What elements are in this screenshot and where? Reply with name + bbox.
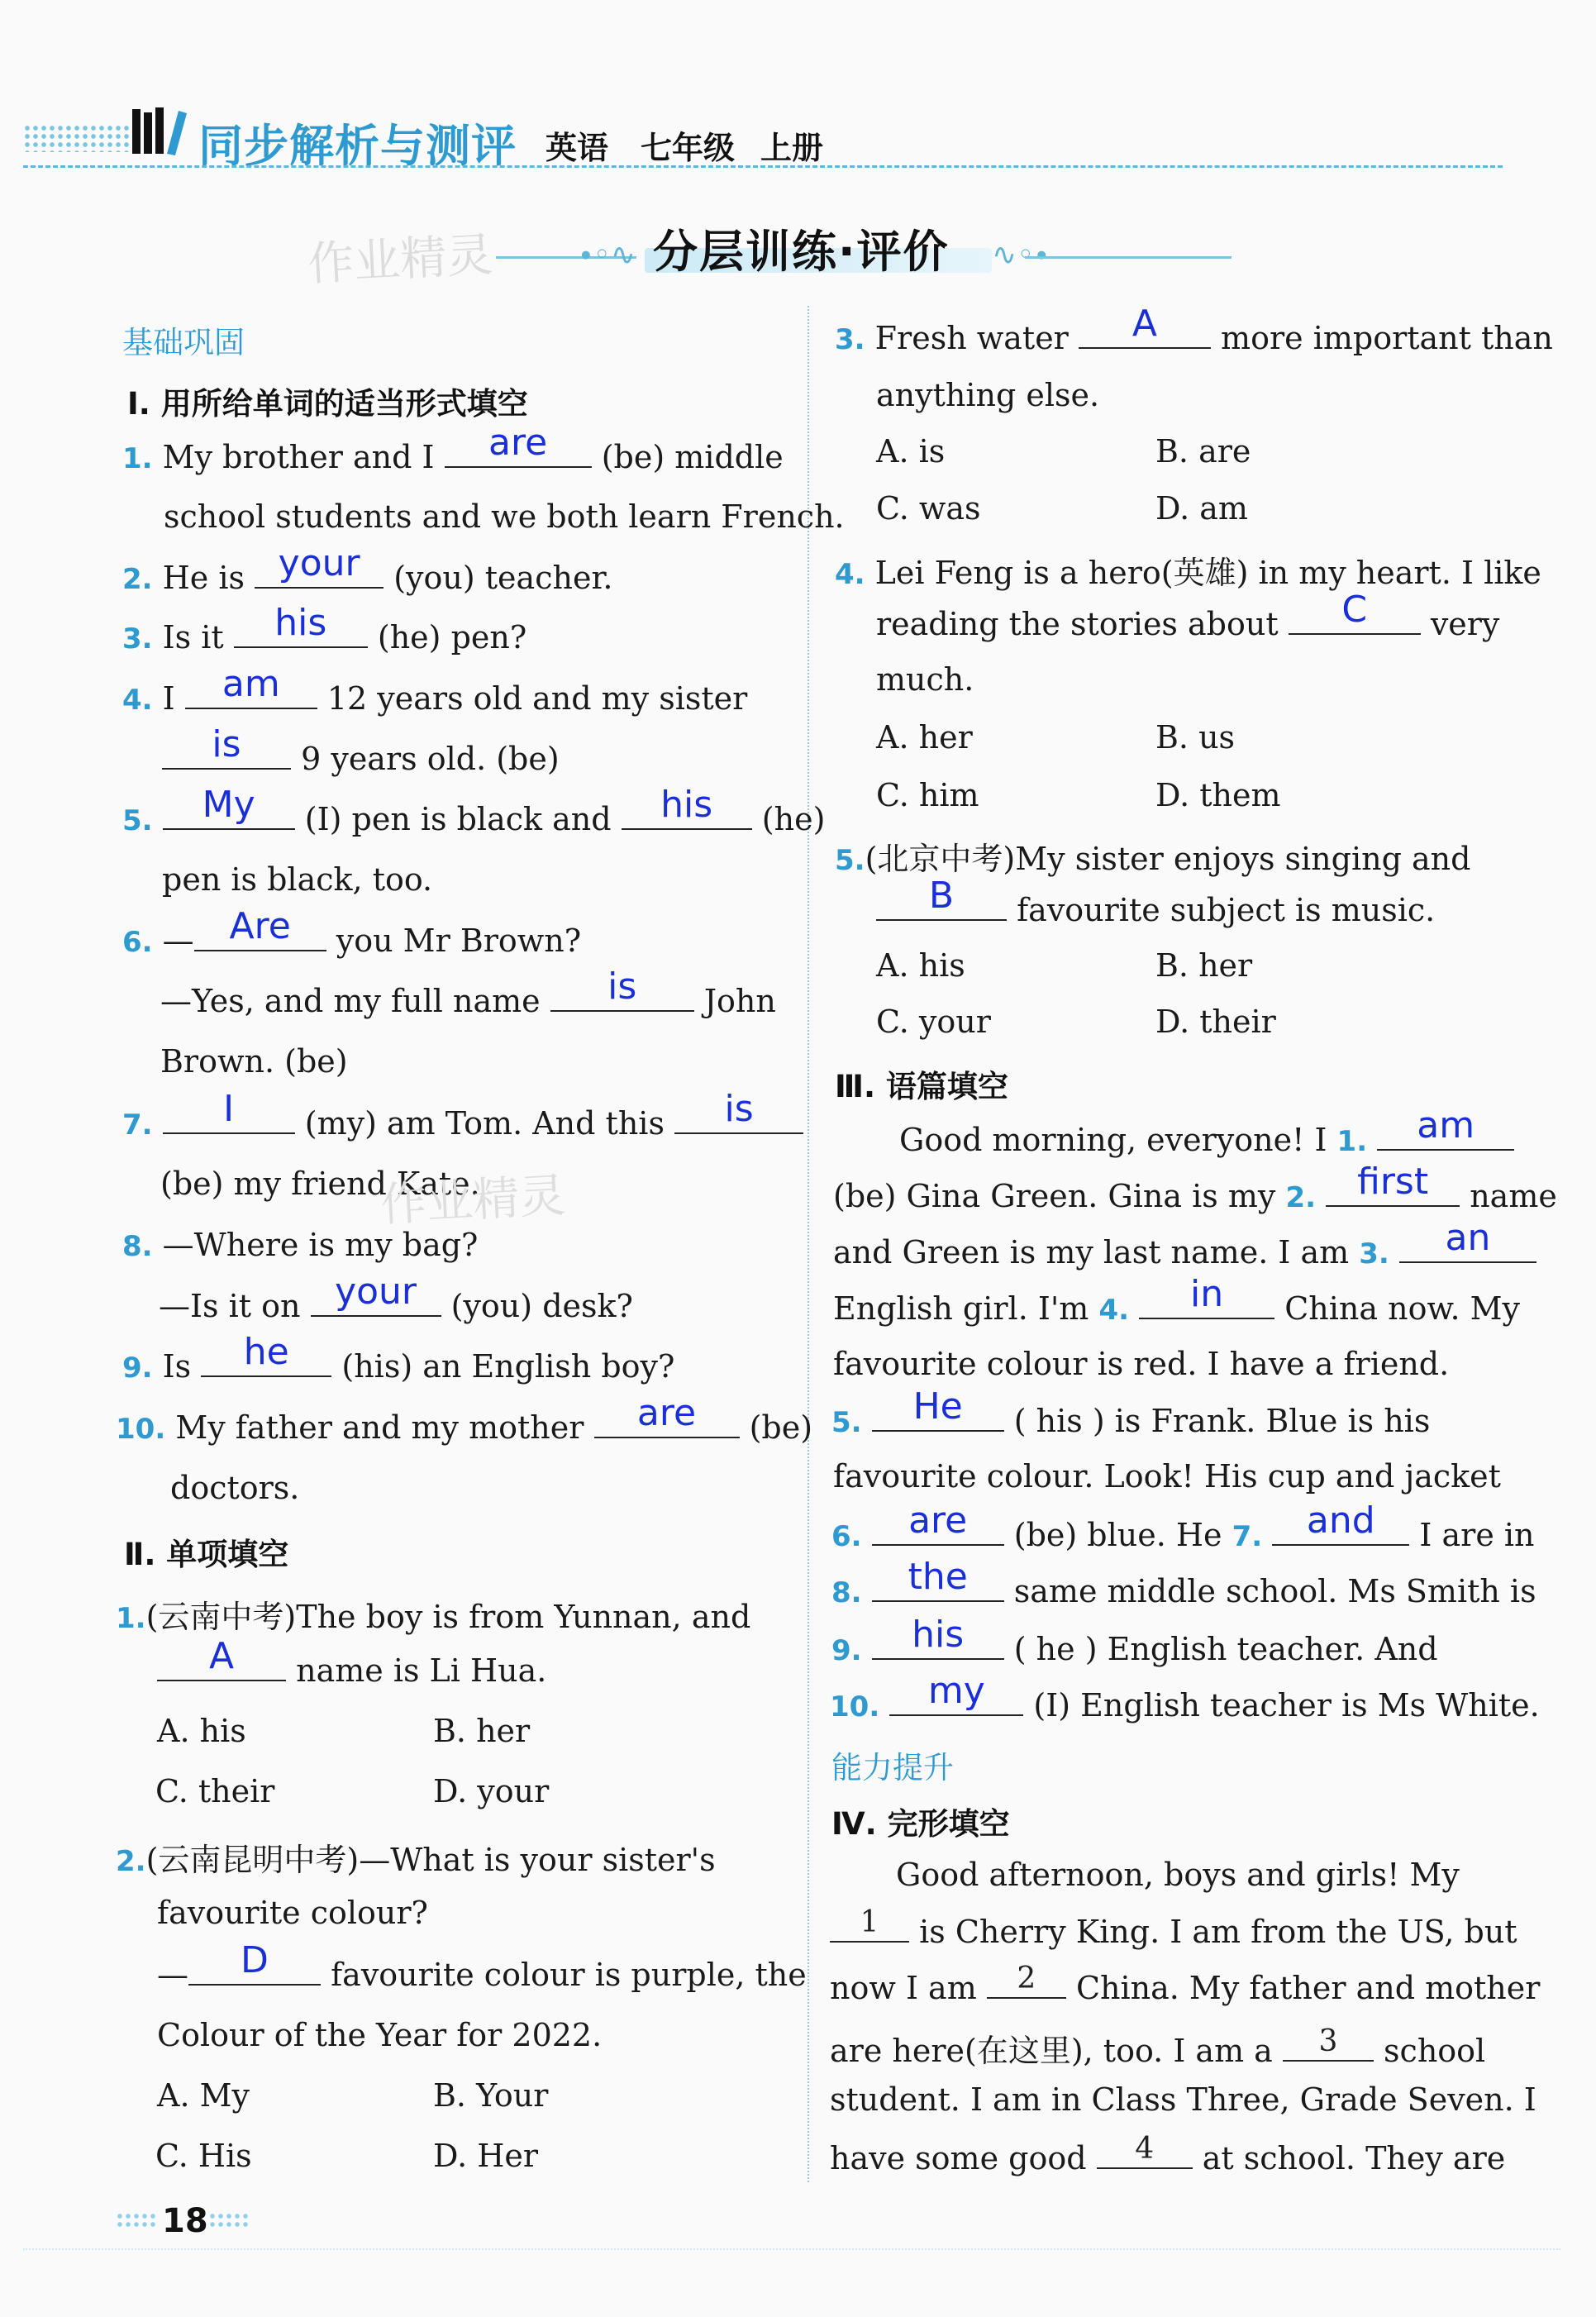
mc5-option-d[interactable]: D. their: [1155, 1004, 1276, 1040]
mc5-line1: [835, 833, 1470, 879]
mc3-option-a[interactable]: A. is: [876, 433, 946, 470]
passage-num-2: 2.: [1285, 1181, 1317, 1214]
mc2-option-a[interactable]: A. My: [157, 2077, 250, 2114]
mc5-text-b: favourite subject is music.: [1017, 892, 1436, 928]
mc2-text-e: Colour of the Year for 2022.: [157, 2017, 603, 2053]
passage-blank-4[interactable]: [1139, 1273, 1274, 1319]
passage-l6-text: ( his ) is Frank. Blue is his: [1013, 1403, 1431, 1439]
q8-line1: [122, 1227, 478, 1263]
mc5-option-b[interactable]: B. her: [1155, 947, 1253, 984]
passage-l1-text: Good morning, everyone! I: [899, 1122, 1327, 1158]
cloze-l6-text-b: at school. They are: [1202, 2140, 1506, 2176]
mc1-blank[interactable]: [157, 1635, 286, 1681]
q7-text-a: (my) am Tom. And this: [304, 1105, 665, 1142]
q4-text-a: I: [162, 680, 175, 717]
passage-answer-2: first: [1357, 1161, 1429, 1203]
q1-blank[interactable]: [445, 422, 592, 468]
q3-text-a: Is it: [162, 619, 224, 656]
cloze-line3: [830, 1962, 1541, 2006]
passage-num-5: 5.: [831, 1406, 862, 1439]
cloze-line1: Good afternoon, boys and girls! My: [896, 1857, 1460, 1893]
passage-num-9: 9.: [831, 1634, 862, 1667]
passage-l4-text-b: China now. My: [1284, 1290, 1521, 1327]
q2-text-b: (you) teacher.: [393, 560, 613, 596]
passage-line8: [831, 1499, 1535, 1553]
cloze-blank-2-number: 2: [1017, 1962, 1036, 1995]
q7-number: 7.: [122, 1108, 153, 1142]
mc2-blank[interactable]: [188, 1939, 321, 1986]
mc2-option-c[interactable]: C. His: [155, 2138, 252, 2174]
q2-blank[interactable]: [255, 542, 384, 589]
cloze-blank-4-number: 4: [1135, 2132, 1155, 2166]
mc5-text-a: My sister enjoys singing and: [1015, 841, 1471, 877]
q6-answer-2: is: [607, 965, 637, 1008]
q10-line1: [116, 1392, 813, 1446]
mc1-option-b[interactable]: B. her: [433, 1713, 531, 1749]
passage-num-10: 10.: [830, 1690, 880, 1723]
q5-answer-1: My: [202, 784, 255, 826]
q6-blank-2[interactable]: [550, 965, 694, 1012]
cloze-line6: [830, 2132, 1506, 2176]
mc5-answer: B: [928, 875, 955, 917]
passage-l11-text: (I) English teacher is Ms White.: [1033, 1687, 1540, 1723]
q8-text-b: —Is it on: [159, 1288, 301, 1324]
q10-number: 10.: [116, 1413, 166, 1446]
column-divider: [808, 306, 809, 2182]
passage-answer-4: in: [1190, 1273, 1224, 1315]
passage-answer-9: his: [912, 1614, 965, 1656]
q6-blank-1[interactable]: [194, 905, 326, 951]
mc3-option-d[interactable]: D. am: [1155, 490, 1248, 527]
passage-answer-7: and: [1306, 1499, 1375, 1542]
header-dot-pattern: [23, 124, 131, 152]
q10-text-c: doctors.: [170, 1470, 300, 1506]
q5-number: 5.: [122, 804, 153, 837]
mc4-text-c: very: [1430, 606, 1500, 642]
passage-l9-text: same middle school. Ms Smith is: [1013, 1573, 1536, 1609]
q1-line1: [122, 422, 784, 475]
mc5-option-a[interactable]: A. his: [876, 947, 965, 984]
cloze-l3-text: now I am: [830, 1970, 977, 2006]
q5-blank-1[interactable]: [163, 784, 295, 830]
q3-line: [122, 602, 527, 656]
passage-line4: [833, 1273, 1521, 1327]
q5-line1: [122, 784, 826, 837]
q9-answer: he: [243, 1331, 289, 1373]
q8-line2: [159, 1271, 633, 1324]
mc2-answer: D: [241, 1939, 269, 1981]
passage-answer-1: am: [1417, 1104, 1475, 1147]
mc2-line1: [116, 1834, 716, 1880]
swirl-right-icon: ∿◦∙: [992, 238, 1050, 272]
passage-blank-5[interactable]: [872, 1385, 1004, 1432]
mc2-dash: —: [157, 1957, 188, 1993]
volume-label: 上册: [760, 130, 824, 166]
q2-line: [122, 542, 613, 596]
page-number: 18: [162, 2202, 208, 2240]
q7-answer-2: is: [724, 1088, 754, 1130]
header-divider: [23, 165, 1503, 168]
q4-text-b: 12 years old and my sister: [326, 680, 748, 717]
mc2-text-a: —What is your sister's: [359, 1842, 716, 1878]
cloze-line4: [830, 2025, 1485, 2071]
passage-line5: favourite colour is red. I have a friend.: [833, 1346, 1450, 1382]
mc1-line1: [116, 1591, 750, 1637]
passage-blank-9[interactable]: [872, 1614, 1004, 1660]
q6-text-d: John: [703, 983, 776, 1019]
q3-text-b: (he) pen?: [377, 619, 527, 656]
q5-text-b: (he): [761, 801, 826, 837]
watermark-2: 作业精灵: [379, 1169, 567, 1232]
cloze-blank-4[interactable]: [1097, 2132, 1193, 2169]
q10-answer: are: [636, 1392, 697, 1434]
q2-answer: your: [278, 542, 360, 584]
q9-text-b: (his) an English boy?: [341, 1348, 675, 1385]
mc1-line2: [157, 1635, 547, 1689]
q7-answer-1: I: [223, 1088, 235, 1130]
mc5-number: 5.: [835, 844, 865, 877]
mc3-text-c: anything else.: [876, 377, 1100, 413]
mc4-text-d: much.: [876, 661, 974, 698]
mc1-source: (云南中考): [145, 1599, 297, 1635]
q6-line1: [122, 905, 582, 959]
q10-blank[interactable]: [594, 1392, 740, 1438]
banner-title: 分层训练·评价: [653, 226, 950, 278]
passage-l2-text-b: name: [1470, 1178, 1557, 1214]
passage-num-7: 7.: [1232, 1520, 1263, 1553]
cloze-l4-text: are here(在这里), too. I am a: [830, 2033, 1273, 2069]
passage-blank-7[interactable]: [1272, 1499, 1409, 1546]
passage-l4-text: English girl. I'm: [833, 1290, 1089, 1327]
passage-num-3: 3.: [1359, 1237, 1389, 1271]
passage-answer-5: He: [912, 1385, 963, 1428]
q1-number: 1.: [122, 442, 153, 475]
mc2-option-d[interactable]: D. Her: [433, 2138, 539, 2174]
mc1-option-a[interactable]: A. his: [157, 1713, 246, 1749]
passage-l3-text: and Green is my last name. I am: [833, 1234, 1350, 1271]
cloze-blank-3-number: 3: [1318, 2024, 1338, 2058]
q6-answer-1: Are: [229, 905, 291, 947]
mc1-text-b: name is Li Hua.: [296, 1652, 547, 1689]
q1-text-c: school students and we both learn French.: [164, 498, 845, 535]
q4-line2: [162, 723, 560, 777]
mc4-option-d[interactable]: D. them: [1155, 777, 1281, 813]
mc4-option-c[interactable]: C. him: [876, 777, 979, 813]
cloze-l6-text: have some good: [830, 2140, 1087, 2176]
passage-num-8: 8.: [831, 1576, 862, 1609]
mc5-blank[interactable]: [876, 875, 1007, 921]
part3-title: Ⅲ. 语篇填空: [835, 1069, 1008, 1104]
passage-line6: [831, 1385, 1431, 1439]
q1-answer: are: [488, 422, 548, 464]
mc1-text-a: The boy is from Yunnan, and: [296, 1599, 751, 1635]
q4-blank-2[interactable]: [162, 723, 291, 770]
mc5-line2: [876, 875, 1436, 928]
q9-line: [122, 1331, 675, 1385]
passage-line10: [831, 1614, 1438, 1667]
part4-title: Ⅳ. 完形填空: [831, 1806, 1010, 1842]
mc4-option-a[interactable]: A. her: [876, 719, 973, 756]
q5-blank-2[interactable]: [622, 784, 752, 830]
q6-text-b: you Mr Brown?: [336, 923, 582, 959]
cloze-blank-1-number: 1: [860, 1905, 879, 1939]
footer-rule: [23, 2248, 1560, 2250]
swirl-left-icon: ∙◦∿: [579, 238, 636, 272]
mc1-answer: A: [208, 1635, 235, 1677]
q4-answer-2: is: [212, 723, 241, 765]
q9-text-a: Is: [162, 1348, 192, 1385]
mc4-text-a: Lei Feng is a hero(英雄) in my heart. I like: [874, 555, 1541, 591]
q4-line1: [122, 663, 748, 717]
mc1-number: 1.: [116, 1602, 146, 1635]
mc3-option-b[interactable]: B. are: [1155, 433, 1251, 470]
section-advanced: 能力提升: [831, 1750, 954, 1785]
cloze-line2: [830, 1905, 1517, 1950]
mc5-source: (北京中考): [865, 841, 1016, 877]
q7-blank-2[interactable]: [674, 1088, 803, 1134]
q2-text-a: He is: [162, 560, 245, 596]
q8-answer: your: [335, 1271, 417, 1313]
mc4-text-b: reading the stories about: [876, 606, 1279, 642]
q5-answer-2: his: [660, 784, 713, 826]
passage-answer-6: are: [908, 1499, 968, 1542]
cloze-blank-3[interactable]: [1283, 2024, 1374, 2062]
q6-text-c: —Yes, and my full name: [160, 983, 541, 1019]
q5-text-c: pen is black, too.: [162, 861, 433, 898]
mc3-answer: A: [1131, 303, 1157, 345]
q6-text-e: Brown. (be): [160, 1043, 348, 1080]
mc4-line2: [876, 589, 1500, 642]
passage-blank-6[interactable]: [872, 1499, 1004, 1546]
passage-l8-text-b: I are in: [1419, 1517, 1535, 1553]
books-logo-icon: [131, 106, 188, 157]
q8-text-a: —Where is my bag?: [162, 1227, 479, 1263]
section-basic: 基础巩固: [122, 325, 245, 360]
mc3-text-b: more important than: [1221, 320, 1553, 356]
q10-text-a: My father and my mother: [175, 1409, 584, 1446]
passage-line9: [831, 1556, 1536, 1609]
q4-answer-1: am: [222, 663, 280, 705]
footer-dots-left: [116, 2212, 157, 2229]
q7-line1: [122, 1088, 803, 1142]
mc2-number: 2.: [116, 1845, 146, 1878]
passage-line3: [833, 1217, 1536, 1271]
mc3-blank[interactable]: [1079, 303, 1211, 349]
q9-blank[interactable]: [201, 1331, 331, 1377]
passage-line11: [830, 1670, 1540, 1723]
q10-text-b: (be): [749, 1409, 813, 1446]
mc5-option-c[interactable]: C. your: [876, 1004, 991, 1040]
footer-dots-right: [208, 2212, 250, 2229]
passage-blank-10[interactable]: [889, 1670, 1023, 1716]
passage-num-6: 6.: [831, 1520, 862, 1553]
watermark: 作业精灵: [306, 228, 494, 292]
cloze-l3-text-b: China. My father and mother: [1075, 1970, 1541, 2006]
passage-answer-3: an: [1445, 1217, 1491, 1259]
mc1-option-d[interactable]: D. your: [433, 1773, 550, 1809]
passage-l2-text: (be) Gina Green. Gina is my: [833, 1178, 1276, 1214]
part2-title: Ⅱ. 单项填空: [124, 1537, 289, 1572]
passage-l10-text: ( he ) English teacher. And: [1013, 1631, 1438, 1667]
q4-number: 4.: [122, 684, 153, 717]
q7-text-b: (be) my friend Kate.: [160, 1166, 480, 1202]
q8-text-c: (you) desk?: [450, 1288, 633, 1324]
series-title: 同步解析与测评: [198, 120, 517, 172]
mc3-option-c[interactable]: C. was: [876, 490, 981, 527]
passage-line7: favourite colour. Look! His cup and jacket: [833, 1458, 1501, 1495]
q4-text-c: 9 years old. (be): [301, 741, 560, 777]
q5-text-a: (I) pen is black and: [304, 801, 612, 837]
passage-blank-1[interactable]: [1377, 1104, 1514, 1151]
cloze-l2-text: is Cherry King. I am from the US, but: [919, 1914, 1517, 1950]
q3-blank[interactable]: [234, 602, 368, 648]
mc2-option-b[interactable]: B. Your: [433, 2077, 549, 2114]
grade-label: 七年级: [641, 130, 736, 166]
mc3-text-a: Fresh water: [874, 320, 1069, 356]
part1-title: Ⅰ. 用所给单词的适当形式填空: [127, 386, 528, 422]
q6-dash: —: [162, 923, 194, 959]
mc2-text-d: favourite colour is purple, the: [331, 1957, 807, 1993]
q2-number: 2.: [122, 563, 153, 596]
subject-label: 英语: [545, 130, 609, 166]
passage-l8-text: (be) blue. He: [1013, 1517, 1222, 1553]
passage-line1: [899, 1104, 1514, 1158]
mc3-number: 3.: [835, 323, 865, 356]
q9-number: 9.: [122, 1352, 153, 1385]
mc4-number: 4.: [835, 558, 865, 591]
q1-text-b: (be) middle: [601, 439, 784, 475]
q3-number: 3.: [122, 622, 153, 656]
q8-blank[interactable]: [311, 1271, 441, 1317]
passage-blank-8[interactable]: [872, 1556, 1004, 1602]
q1-text-a: My brother and I: [162, 439, 435, 475]
mc1-option-c[interactable]: C. their: [155, 1773, 275, 1809]
q6-number: 6.: [122, 926, 153, 959]
cloze-line5: student. I am in Class Three, Grade Seven. I: [830, 2081, 1536, 2118]
mc4-option-b[interactable]: B. us: [1155, 719, 1236, 756]
cloze-l4-text-b: school: [1384, 2033, 1486, 2069]
passage-num-1: 1.: [1336, 1125, 1368, 1158]
q6-line2: [160, 965, 776, 1019]
passage-answer-8: the: [908, 1556, 968, 1598]
mc2-text-b: favourite colour?: [157, 1895, 428, 1931]
mc3-line1: [835, 303, 1553, 356]
banner-rule-right: [1025, 256, 1232, 259]
mc2-line3: [157, 1939, 807, 1993]
passage-num-4: 4.: [1098, 1294, 1130, 1327]
passage-line2: [833, 1161, 1557, 1214]
mc4-answer: C: [1341, 589, 1368, 631]
cloze-blank-1[interactable]: [830, 1905, 909, 1943]
q3-answer: his: [274, 602, 327, 644]
passage-blank-2[interactable]: [1326, 1161, 1460, 1207]
mc4-blank[interactable]: [1289, 589, 1421, 635]
q7-blank-1[interactable]: [163, 1088, 295, 1134]
passage-answer-10: my: [927, 1670, 985, 1712]
cloze-blank-2[interactable]: [987, 1962, 1066, 1999]
q8-number: 8.: [122, 1230, 153, 1263]
q4-blank-1[interactable]: [185, 663, 317, 709]
passage-blank-3[interactable]: [1399, 1217, 1536, 1263]
mc4-line1: [835, 547, 1541, 593]
mc2-source: (云南昆明中考): [145, 1842, 360, 1878]
